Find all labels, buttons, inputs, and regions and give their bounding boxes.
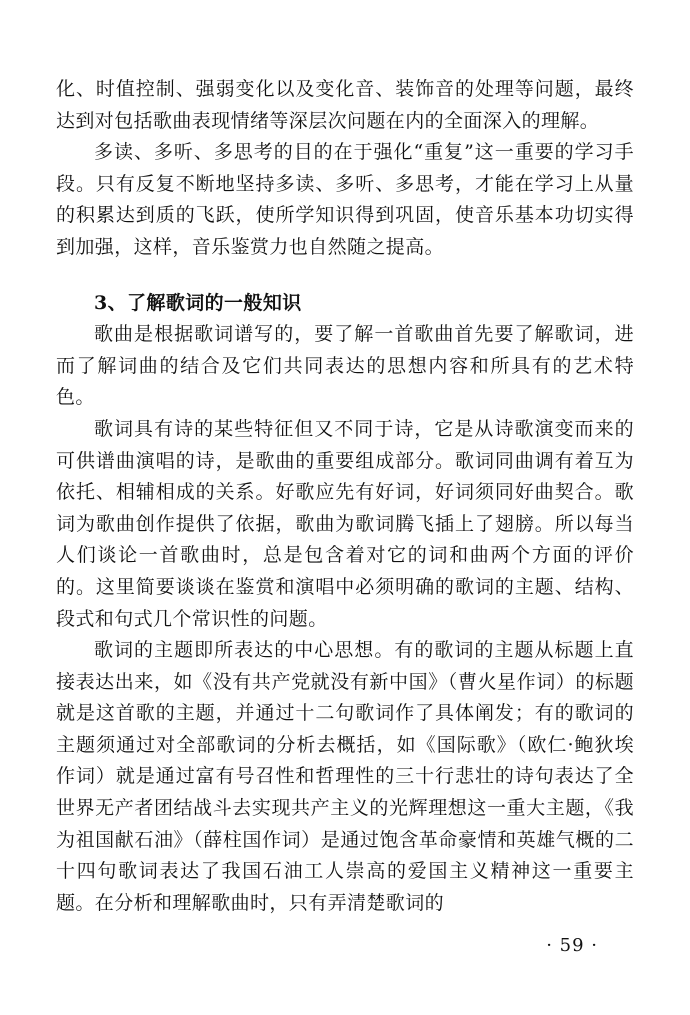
paragraph-lyrics-intro: 歌曲是根据歌词谱写的，要了解一首歌曲首先要了解歌词，进而了解词曲的结合及它们共同表达的思想内容和所具有的艺术特色。 xyxy=(56,323,634,409)
section-heading: 3、了解歌词的一般知识 xyxy=(94,291,302,314)
page-body xyxy=(56,74,634,919)
paragraph-lyrics-theme: 歌词的主题即所表达的中心思想。有的歌词的主题从标题上直接表达出来，如《没有共产党就没有新中国》（曹火星作词）的标题就是这首歌的主题，并通过十二句歌词作了具体阐发；有的歌词的主题须通过对全部歌词的分析去概括，如《国际歌》（欧仁·鲍狄埃作词）就是通过富有号召性和哲理性的三十行悲壮的诗句表达了全世界无产者团结战斗去实现共产主义的光辉理想这一重大主题，《我为祖国献石油》（薛柱国作词）是通过饱含革命豪情和英雄气概的二十四句歌词表达了我国石油工人崇高的爱国主义精神这一重要主题。在分析和理解歌曲时，只有弄清楚歌词的 xyxy=(56,639,634,914)
page-number: · 59 · xyxy=(546,935,598,956)
paragraph-continuation: 化、时值控制、强弱变化以及变化音、装饰音的处理等问题，最终达到对包括歌曲表现情绪等深层次问题在内的全面深入的理解。 xyxy=(56,78,634,132)
paragraph-lyrics-features: 歌词具有诗的某些特征但又不同于诗，它是从诗歌演变而来的可供谱曲演唱的诗，是歌曲的重要组成部分。歌词同曲调有着互为依托、相辅相成的关系。好歌应先有好词，好词须同好曲契合。歌词为歌曲创作提供了依据，歌曲为歌词腾飞插上了翅膀。所以每当人们谈论一首歌曲时，总是包含着对它的词和曲两个方面的评价的。这里简要谈谈在鉴赏和演唱中必须明确的歌词的主题、结构、段式和句式几个常识性的问题。 xyxy=(56,417,634,630)
paragraph-repetition: 多读、多听、多思考的目的在于强化“重复”这一重要的学习手段。只有反复不断地坚持多读、多听、多思考，才能在学习上从量的积累达到质的飞跃，使所学知识得到巩固，使音乐基本功切实得到加强，这样，音乐鉴赏力也自然随之提高。 xyxy=(56,141,634,258)
